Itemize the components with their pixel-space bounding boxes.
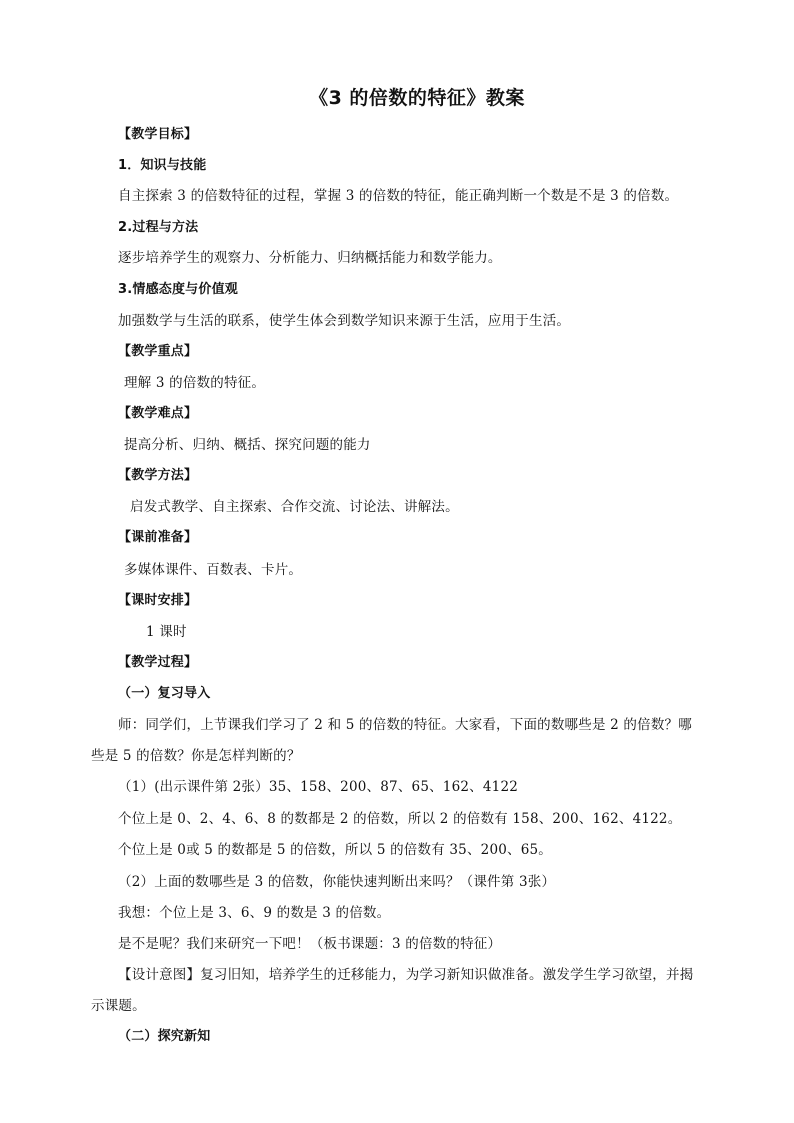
paragraph: 个位上是 0、2、4、6、8 的数都是 2 的倍数，所以 2 的倍数有 158、200、162、4122。 [118,811,682,827]
subheading-attitude-values: 3.情感态度与价值观 [118,282,238,297]
paragraph: 加强数学与生活的联系，使学生体会到数学知识来源于生活，应用于生活。 [118,313,571,329]
paragraph: 师：同学们，上节课我们学习了 2 和 5 的倍数的特征。大家看，下面的数哪些是 2 的倍数？哪 [118,717,692,733]
paragraph: 示课题。 [91,998,146,1014]
document-title [0,86,794,110]
paragraph: 1 课时 [146,624,187,640]
paragraph: （1）(出示课件第 2张）35、158、200、87、65、162、4122 [118,779,519,795]
paragraph: 是不是呢？我们来研究一下吧！（板书课题：3 的倍数的特征） [118,936,502,952]
subheading-explore-new: （二）探究新知 [118,1029,211,1044]
section-heading-key-points: 【教学重点】 [118,344,198,359]
section-heading-schedule: 【课时安排】 [118,593,198,608]
paragraph: 个位上是 0或 5 的数都是 5 的倍数，所以 5 的倍数有 35、200、65。 [118,842,553,858]
paragraph: 我想：个位上是 3、6、9 的数是 3 的倍数。 [118,905,391,921]
section-heading-preparation: 【课前准备】 [118,530,198,545]
subheading-review-intro: （一）复习导入 [118,686,211,701]
paragraph: 【设计意图】复习旧知，培养学生的迁移能力，为学习新知识做准备。激发学生学习欲望，并揭 [118,967,694,983]
paragraph: 些是 5 的倍数？你是怎样判断的？ [91,748,301,764]
subheading-process-method: 2.过程与方法 [118,220,199,235]
section-heading-process: 【教学过程】 [118,655,198,670]
section-heading-objectives: 【教学目标】 [118,127,198,142]
paragraph: 逐步培养学生的观察力、分析能力、归纳概括能力和数学能力。 [118,250,502,266]
document-title-text: 《3 的倍数的特征》教案 [309,87,525,109]
paragraph: 提高分析、归纳、概括、探究问题的能力 [124,437,371,453]
paragraph: 理解 3 的倍数的特征。 [124,375,266,391]
paragraph: 多媒体课件、百数表、卡片。 [124,562,303,578]
section-heading-methods: 【教学方法】 [118,468,198,483]
paragraph: 自主探索 3 的倍数特征的过程，掌握 3 的倍数的特征，能正确判断一个数是不是 3 的倍数。 [118,188,679,204]
section-heading-difficulties: 【教学难点】 [118,406,198,421]
paragraph: （2）上面的数哪些是 3 的倍数，你能快速判断出来吗？（课件第 3张） [118,874,556,890]
subheading-knowledge-skills: 1．知识与技能 [118,158,207,173]
paragraph: 启发式教学、自主探索、合作交流、讨论法、讲解法。 [130,499,459,515]
